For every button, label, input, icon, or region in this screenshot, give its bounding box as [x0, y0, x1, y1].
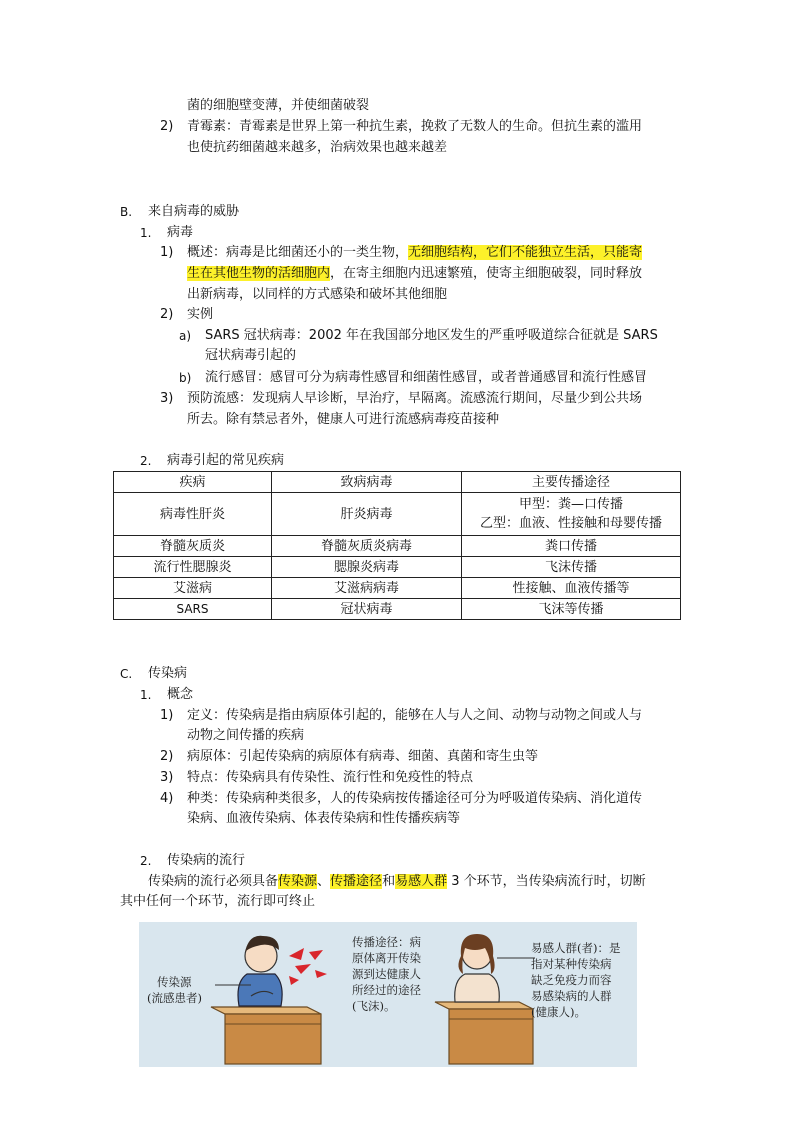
list-continuation-text: 菌的细胞壁变薄，并使细菌破裂 [187, 98, 370, 113]
section-heading-infectious-disease: 传染病 [148, 666, 188, 681]
disease-table [113, 471, 681, 620]
definition-line2: 动物之间传播的疾病 [187, 728, 305, 743]
girl-body [455, 974, 500, 1002]
list-letter: a) [179, 329, 192, 343]
penicillin-text-line2: 也使抗药细菌越来越多，治病效果也越来越差 [187, 140, 448, 155]
label-source-line2: (流感患者) [147, 991, 202, 1005]
epidemic-line1: 传染病的流行必须具备传染源、传播途径和易感人群 3 个环节，当传染病流行时，切断 [148, 874, 646, 889]
table-cell: 飞沫等传播 [462, 599, 681, 620]
list-number: 2) [160, 119, 174, 134]
subsection-number: 1. [140, 688, 152, 702]
list-number: 2) [160, 307, 174, 322]
table-cell: 飞沫传播 [462, 557, 681, 578]
subsection-heading-virus: 病毒 [167, 225, 194, 240]
list-number: 3) [160, 770, 174, 785]
penicillin-text-line1: 青霉素：青霉素是世界上第一种抗生素，挽救了无数人的生命。但抗生素的滥用 [187, 119, 643, 134]
definition-line1: 定义：传染病是指由病原体引起的，能够在人与人之间、动物与动物之间或人与 [187, 708, 643, 723]
subsection-heading-concept: 概念 [167, 687, 194, 702]
highlight: 无细胞结构，它们不能独立生活，只能寄 [408, 245, 643, 260]
types-line1: 种类：传染病种类很多，人的传染病按传播途径可分为呼吸道传染病、消化道传 [187, 791, 643, 806]
table-row [114, 493, 681, 536]
table-cell: 脊髓灰质炎 [114, 536, 272, 557]
table-header-row [114, 472, 681, 493]
virus-overview-line3: 出新病毒，以同样的方式感染和破坏其他细胞 [187, 287, 448, 302]
list-number: 1) [160, 245, 174, 260]
features-text: 特点：传染病具有传染性、流行性和免疫性的特点 [187, 770, 474, 785]
label-susceptible-line4: 易感染病的人群 [531, 989, 612, 1003]
pathogen-text: 病原体：引起传染病的病原体有病毒、细菌、真菌和寄生虫等 [187, 749, 539, 764]
flu-text: 流行感冒：感冒可分为病毒性感冒和细菌性感冒，或者普通感冒和流行性感冒 [205, 370, 648, 385]
list-letter: b) [179, 371, 192, 385]
droplet [315, 970, 327, 978]
sars-text-line2: 冠状病毒引起的 [205, 348, 297, 363]
list-number: 1) [160, 708, 174, 723]
label-susceptible-line2: 指对某种传染病 [531, 957, 612, 971]
examples-heading: 实例 [187, 307, 214, 322]
epidemic-line2: 其中任何一个环节，流行即可终止 [120, 894, 316, 909]
table-cell: 粪口传播 [462, 536, 681, 557]
table-header-cell: 疾病 [114, 472, 272, 493]
desk-top [211, 1007, 321, 1014]
list-number: 4) [160, 791, 174, 806]
desk-body [449, 1009, 533, 1064]
list-number: 3) [160, 391, 174, 406]
table-cell: 流行性腮腺炎 [114, 557, 272, 578]
desk-body [225, 1014, 321, 1064]
section-letter: B. [120, 205, 133, 219]
table-cell: 性接触、血液传播等 [462, 578, 681, 599]
table-cell: 脊髓灰质炎病毒 [272, 536, 462, 557]
list-number: 2) [160, 749, 174, 764]
table-cell: 冠状病毒 [272, 599, 462, 620]
table-row [114, 557, 681, 578]
subsection-number: 1. [140, 226, 152, 240]
label-route-line5: (飞沫)。 [352, 999, 396, 1013]
highlight: 传染源 [278, 874, 318, 889]
subsection-number: 2. [140, 454, 152, 468]
droplet [289, 948, 304, 960]
label-susceptible-line3: 缺乏免疫力而容 [531, 973, 612, 987]
boy-body [238, 974, 282, 1006]
label-route-line2: 原体离开传染 [352, 951, 421, 965]
table-cell: SARS [114, 599, 272, 620]
desk-top [435, 1002, 533, 1009]
table-header-cell: 致病病毒 [272, 472, 462, 493]
table-row [114, 578, 681, 599]
table-header-cell: 主要传播途径 [462, 472, 681, 493]
table-cell: 病毒性肝炎 [114, 493, 272, 536]
highlight: 传播途径 [330, 874, 383, 889]
table-cell: 艾滋病病毒 [272, 578, 462, 599]
prevention-text-line2: 所去。除有禁忌者外，健康人可进行流感病毒疫苗接种 [187, 412, 500, 427]
label-susceptible-line1: 易感人群(者)：是 [531, 941, 621, 955]
subsection-heading-epidemic: 传染病的流行 [167, 853, 246, 868]
droplet [295, 964, 311, 974]
highlight: 易感人群 [395, 874, 448, 889]
droplet [309, 950, 323, 960]
label-route-line1: 传播途径：病 [352, 935, 421, 949]
transmission-illustration [139, 922, 637, 1067]
sars-text-line1: SARS 冠状病毒：2002 年在我国部分地区发生的严重呼吸道综合征就是 SARS [205, 328, 658, 343]
virus-overview-line1: 概述：病毒是比细菌还小的一类生物，无细胞结构，它们不能独立生活，只能寄 [187, 245, 643, 260]
label-route-line3: 源到达健康人 [352, 967, 421, 981]
highlight: 生在其他生物的活细胞内 [187, 266, 331, 281]
section-heading-virus-threat: 来自病毒的威胁 [148, 204, 240, 219]
label-susceptible-line5: (健康人)。 [531, 1005, 586, 1019]
table-cell: 肝炎病毒 [272, 493, 462, 536]
subsection-heading-diseases: 病毒引起的常见疾病 [167, 453, 285, 468]
types-line2: 染病、血液传染病、体表传染病和性传播疾病等 [187, 811, 461, 826]
prevention-text-line1: 预防流感：发现病人早诊断，早治疗，早隔离。流感流行期间，尽量少到公共场 [187, 391, 643, 406]
table-cell: 腮腺炎病毒 [272, 557, 462, 578]
table-cell: 艾滋病 [114, 578, 272, 599]
table-row [114, 599, 681, 620]
table-cell: 甲型：粪—口传播 乙型：血液、性接触和母婴传播 [462, 493, 681, 536]
label-source-line1: 传染源 [157, 975, 192, 989]
virus-overview-line2: 生在其他生物的活细胞内，在寄主细胞内迅速繁殖，使寄主细胞破裂，同时释放 [187, 266, 643, 281]
section-letter: C. [120, 667, 133, 681]
droplet [289, 976, 299, 985]
label-route-line4: 所经过的途径 [352, 983, 421, 997]
table-row [114, 536, 681, 557]
subsection-number: 2. [140, 854, 152, 868]
